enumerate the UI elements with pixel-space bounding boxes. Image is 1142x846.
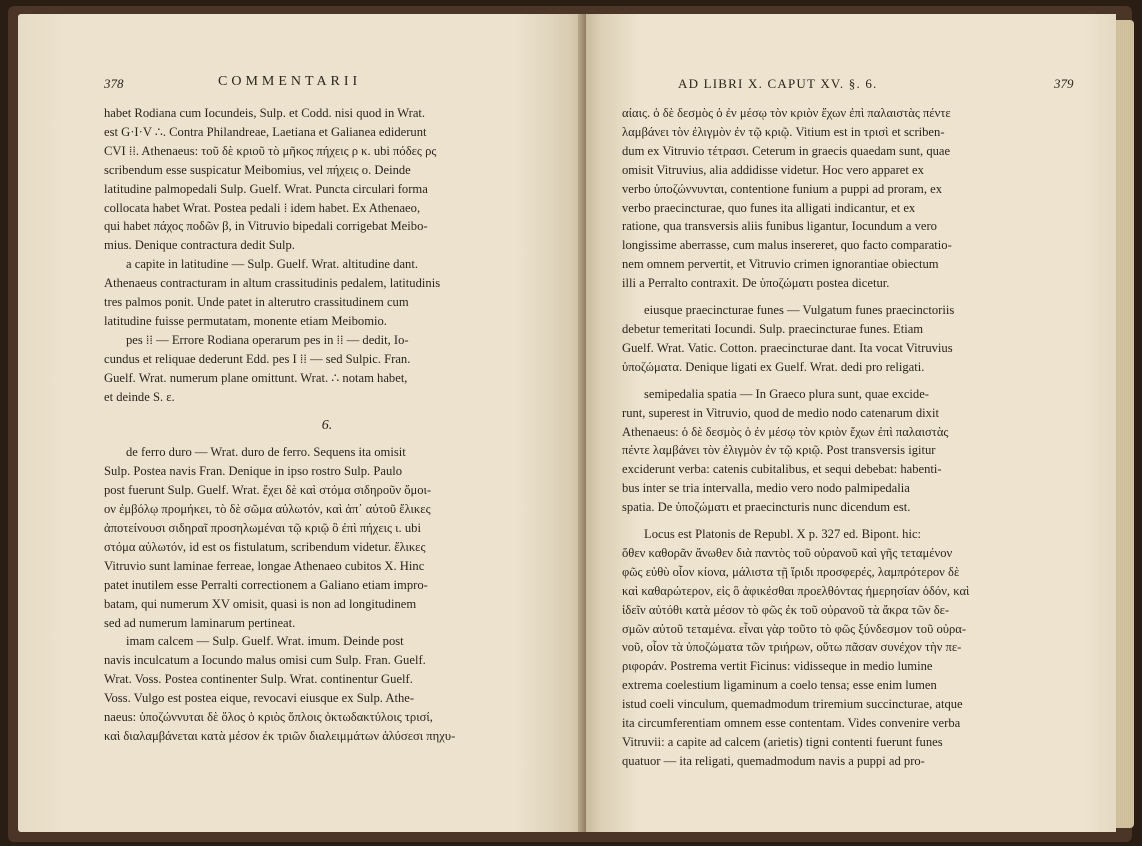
text-line: cundus et reliquae dederunt Edd. pes I ⁞⁞ — sed Sulpic. Fran. — [104, 351, 411, 366]
text-line: Guelf. Wrat. Vatic. Cotton. praecincturae dant. Ita vocat Vitruvius — [622, 340, 953, 355]
left-page-number: 378 — [104, 76, 124, 91]
spacer — [622, 377, 1068, 385]
text-line: ratione, qua transversis aliis funibus ligantur, Iocundum a vero — [622, 219, 937, 234]
right-page-number: 379 — [1054, 76, 1074, 91]
text-line: longissime aberrasse, cum malus insereret, quo facto comparatio- — [622, 238, 952, 253]
text-line: naeus: ὑποζώννυται δὲ ὅλος ὁ κριὸς ὅπλοις ὀκτωδακτύλοις τρισί, — [104, 710, 433, 725]
text-line: καὶ καθαρώτερον, εἰς ὃ ἀφικέσθαι προελθόντας ἡμερησίαν ὁδόν, καὶ — [622, 583, 970, 598]
text-line: πέντε λαμβάνει τὸν ἐλιγμὸν ἐν τῷ κριῷ. Post transversis igitur — [622, 443, 936, 458]
text-line: dum ex Vitruvio τέτρασι. Ceterum in graecis quaedam sunt, quae — [622, 143, 951, 158]
text-line: latitudine palmopedali Sulp. Guelf. Wrat. Puncta circulari forma — [104, 181, 428, 196]
text-line: Voss. Vulgo est postea eique, revocavi eiusque ex Sulp. Athe- — [104, 691, 415, 706]
right-page — [586, 14, 1116, 832]
text-line: ita circumferentiam omnem esse contentam. Vides convenire verba — [622, 716, 961, 731]
text-line: illi a Perralto contraxit. De ὑποζώματι postea dicetur. — [622, 276, 890, 291]
text-line: νοῦ, οἷον τὰ ὑποζώματα τῶν τριήρων, οὕτω πᾶσαν συνέχον τὴν πε- — [622, 640, 962, 655]
text-line: ριφοράν. Postrema vertit Ficinus: vidisseque in medio lumine — [622, 659, 933, 674]
text-line: ἰδεῖν αὐτόθι κατὰ μέσον τὸ φῶς ἐκ τοῦ οὐρανοῦ τὰ ἄκρα τῶν δε- — [622, 602, 950, 617]
text-line: patet inutilem esse Perralti correctionem a Galiano etiam impro- — [104, 577, 428, 592]
text-line: ὅθεν καθορᾶν ἄνωθεν διὰ παντὸς τοῦ οὐρανοῦ καὶ γῆς τεταμένον — [622, 545, 953, 560]
text-line: Athenaeus contracturam in altum crassitudinis pedalem, latitudinis — [104, 276, 441, 291]
text-line: sed ad numerum laminarum pertineat. — [104, 615, 296, 630]
text-line: eiusque praecincturae funes — Vulgatum funes praecinctoriis — [644, 303, 955, 318]
text-line: qui habet πάχος ποδῶν β, in Vitruvio bipedali corrigebat Meibo- — [104, 219, 428, 234]
text-line: Locus est Platonis de Republ. X p. 327 ed. Bipont. hic: — [644, 527, 922, 542]
left-running-header: COMMENTARII — [218, 74, 362, 89]
text-line: imam calcem — Sulp. Guelf. Wrat. imum. Deinde post — [126, 634, 404, 649]
text-line: verbo ὑποζώννυνται, contentione funium a puppi ad proram, ex — [622, 181, 943, 196]
text-line: bus inter se tria intervalla, medio vero nodo palmipedalia — [622, 481, 910, 496]
text-line: de ferro duro — Wrat. duro de ferro. Sequens ita omisit — [126, 445, 406, 460]
text-line: post fuerunt Sulp. Guelf. Wrat. ἔχει δὲ καὶ στόμα σιδηροῦν ὅμοι- — [104, 483, 432, 498]
text-line: Sulp. Postea navis Fran. Denique in ipso rostro Sulp. Paulo — [104, 464, 403, 479]
text-line: habet Rodiana cum Iocundeis, Sulp. et Codd. nisi quod in Wrat. — [104, 106, 426, 120]
text-line: a capite in latitudine — Sulp. Guelf. Wrat. altitudine dant. — [126, 257, 418, 272]
text-line: mius. Denique contractura dedit Sulp. — [104, 238, 295, 253]
text-line: Guelf. Wrat. numerum plane omittunt. Wrat. ∴ notam habet, — [104, 370, 408, 385]
text-line: tres palmos ponit. Unde patet in alterutro crassitudinem cum — [104, 295, 409, 310]
text-line: quatuor — ita religati, quemadmodum navis a puppi ad pro- — [622, 753, 925, 768]
text-line: exciderunt verba: catenis cubitalibus, et sequi debebat: habenti- — [622, 462, 942, 477]
text-line: istud coeli vinculum, quemadmodum triremium succincturae, atque — [622, 697, 963, 712]
right-text-block — [622, 104, 1068, 771]
spacer — [622, 517, 1068, 525]
text-line: et deinde S. ε. — [104, 389, 175, 404]
section-number: 6. — [321, 417, 333, 433]
text-line: Athenaeus: ὁ δὲ δεσμὸς ὁ ἐν μέσῳ τὸν κριὸν ἔχων ἐπὶ παλαιστὰς — [622, 424, 949, 439]
text-line: omisit Vitruvius, alia addidisse videtur. Hoc vero apparet ex — [622, 162, 924, 177]
text-line: Wrat. Voss. Postea continenter Sulp. Wrat. continentur Guelf. — [104, 672, 413, 687]
text-line: CVI ⁞⁞. Athenaeus: τοῦ δὲ κριοῦ τὸ μῆκος πήχεις ρ κ. ubi πόδες ρς — [104, 143, 437, 158]
text-line: runt, superest in Vitruvio, quod de medio nodo catenarum dixit — [622, 405, 939, 420]
text-line: φῶς εὐθὺ οἷον κίονα, μάλιστα τῇ ἴριδι προσφερές, λαμπρότερον δὲ — [622, 564, 960, 579]
text-line: navis inculcatum a Iocundo malus omisi cum Sulp. Fran. Guelf. — [104, 653, 426, 668]
spacer — [622, 293, 1068, 301]
text-line: batam, qui numerum XV omisit, quasi is non ad longitudinem — [104, 596, 417, 611]
text-line: αίαις. ὁ δὲ δεσμὸς ὁ ἐν μέσῳ τὸν κριὸν ἔχων ἐπὶ παλαιστὰς πέντε — [622, 106, 951, 120]
text-line: pes ⁞⁞ — Errore Rodiana operarum pes in ⁞⁞ — dedit, Io- — [126, 332, 409, 347]
text-line: extrema coelestium ligaminum a coelo tensa; esse enim lumen — [622, 678, 937, 693]
text-line: λαμβάνει τὸν ἐλιγμὸν ἐν τῷ κριῷ. Vitium est in τρισὶ et scriben- — [622, 124, 945, 139]
text-line: est G·I·V ∴. Contra Philandreae, Laetiana et Galianea ediderunt — [104, 124, 427, 139]
page-edges — [1116, 20, 1134, 828]
text-line: ὑποζώματα. Denique ligati ex Guelf. Wrat. dedi pro religati. — [622, 359, 925, 374]
text-line: Vitruvii: a capite ad calcem (arietis) tigni contenti fuerunt funes — [622, 735, 943, 749]
text-line: ἀποτείνουσι σιδηραῖ προσηλωμέναι τῷ κριῷ ὃ ἐπὶ πήχεις ι. ubi — [104, 521, 421, 536]
text-line: debetur temeritati Iocundi. Sulp. praecincturae funes. Etiam — [622, 321, 924, 336]
text-line: στόμα αὐλωτόν, id est os fistulatum, scribendum videtur. ἔλικες — [104, 539, 426, 554]
text-line: καὶ διαλαμβάνεται κατὰ μέσον ἐκ τριῶν διαλειμμάτων ἁλύσεσι πηχυ- — [104, 729, 456, 743]
text-line: ον ἐμβόλῳ προμήκει, τὸ δὲ σῶμα αὐλωτόν, καὶ ἀπ᾽ αὐτοῦ ἔλικες — [104, 502, 431, 517]
text-line: Vitruvio sunt laminae ferreae, longae Athenaeo cubitos X. Hinc — [104, 558, 425, 573]
text-line: scribendum esse suspicatur Meibomius, vel πήχεις ο. Deinde — [104, 162, 411, 177]
left-text-block — [104, 104, 550, 746]
text-line: semipedalia spatia — In Graeco plura sunt, quae excide- — [644, 386, 929, 401]
right-running-header: AD LIBRI X. CAPUT XV. §. 6. — [678, 76, 878, 91]
text-line: latitudine fuisse permutatam, monente etiam Meibomio. — [104, 313, 387, 328]
text-line: verbo praecincturae, quo funes ita alligati indicantur, et ex — [622, 200, 916, 215]
text-line: nem omnem pervertit, et Vitruvio crimen ignorantiae obiectum — [622, 257, 939, 272]
text-line: spatia. De ὑποζώματι et praecincturis nunc dicendum est. — [622, 500, 911, 515]
text-line: collocata habet Wrat. Postea pedali ⁞ idem habet. Ex Athenaeo, — [104, 200, 421, 215]
left-page — [18, 14, 586, 832]
text-line: σμῶν αὐτοῦ τεταμένα. εἶναι γὰρ τοῦτο τὸ φῶς ξύνδεσμον τοῦ οὐρα- — [622, 621, 967, 636]
